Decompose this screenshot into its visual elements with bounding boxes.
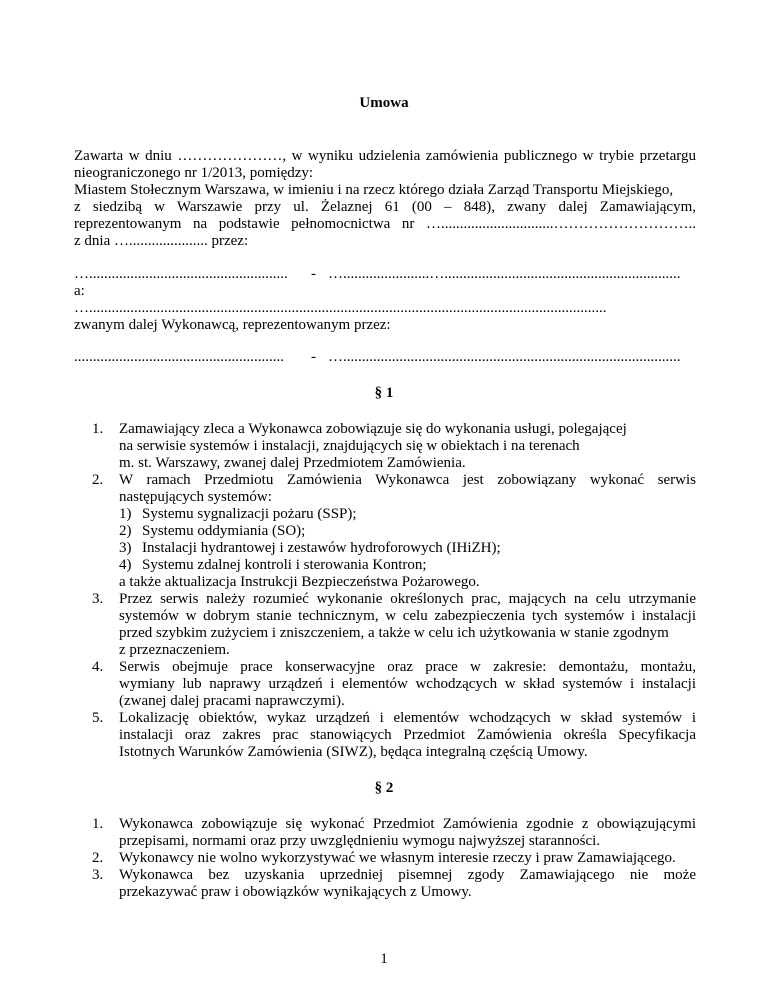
- s1-sub-3-text: Instalacji hydrantowej i zestawów hydroforowych (IHiZH);: [142, 540, 501, 556]
- s1-item-3-line-3: przed szybkim zużyciem i zniszczeniem, a także w celu ich użytkowania w stanie zgodnym: [119, 625, 669, 641]
- s1-item-1-num: 1.: [92, 421, 104, 437]
- and-label: a:: [74, 283, 85, 299]
- s1-item-4-line-2: wymiany lub naprawy urządzeń i elementów wchodzących w skład systemów i instalacji: [119, 676, 696, 692]
- s1-item-3-num: 3.: [92, 591, 104, 607]
- s1-item-1-line-3: m. st. Warszawy, zwanej dalej Przedmiotem Zamówienia.: [119, 455, 466, 471]
- s1-sub-2-num: 2): [119, 523, 132, 539]
- s1-sub-1-num: 1): [119, 506, 132, 522]
- signature2-line-right: …..........................................................................................: [328, 349, 681, 365]
- s2-item-2-line-1: Wykonawcy nie wolno wykorzystywać we własnym interesie rzeczy i praw Zamawiającego.: [119, 850, 676, 866]
- s1-item-4-line-3: (zwanej dalej pracami naprawczymi).: [119, 693, 345, 709]
- s1-sub-2-text: Systemu oddymiania (SO);: [142, 523, 306, 539]
- s2-item-1-line-1: Wykonawca zobowiązuje się wykonać Przedmiot Zamówienia zgodnie z obowiązującymi: [119, 816, 696, 832]
- s1-item-2-line-2: następujących systemów:: [119, 489, 272, 505]
- s1-item-1-line-1: Zamawiający zleca a Wykonawca zobowiązuje się do wykonania usługi, polegającej: [119, 421, 627, 437]
- s1-sub-3-num: 3): [119, 540, 132, 556]
- s1-item-3-line-1: Przez serwis należy rozumieć wykonanie określonych prac, mających na celu utrzymanie: [119, 591, 696, 607]
- intro-line-1: Zawarta w dniu …………………, w wyniku udzielenia zamówienia publicznego w trybie przetargu: [74, 148, 696, 164]
- s1-item-2-num: 2.: [92, 472, 104, 488]
- s2-item-1-num: 1.: [92, 816, 104, 832]
- signature-line-left: ….....................................................: [74, 266, 288, 282]
- s1-item-5-line-1: Lokalizację obiektów, wykaz urządzeń i elementów wchodzących w skład systemów i: [119, 710, 696, 726]
- contractor-label: zwanym dalej Wykonawcą, reprezentowanym przez:: [74, 317, 391, 333]
- intro-line-2: nieograniczonego nr 1/2013, pomiędzy:: [74, 165, 314, 181]
- intro-line-4: z siedzibą w Warszawie przy ul. Żelaznej 61 (00 – 848), zwany dalej Zamawiającym,: [74, 199, 696, 215]
- s1-item-5-num: 5.: [92, 710, 104, 726]
- signature-dash: -: [311, 266, 316, 282]
- section-2-heading: § 2: [374, 780, 394, 796]
- s1-item-4-line-1: Serwis obejmuje prace konserwacyjne oraz prace w zakresie: demontażu, montażu,: [119, 659, 696, 675]
- s2-item-3-line-2: przekazywać praw i obowiązków wynikających z Umowy.: [119, 884, 472, 900]
- intro-line-6: z dnia …..................... przez:: [74, 233, 249, 249]
- s1-subitems-tail: a także aktualizacja Instrukcji Bezpieczeństwa Pożarowego.: [119, 574, 480, 590]
- contractor-name-line: …..........................................................................................................................................: [74, 300, 607, 316]
- s2-item-3-num: 3.: [92, 867, 104, 883]
- document-title: Umowa: [359, 95, 409, 111]
- signature2-dash: -: [311, 349, 316, 365]
- s1-item-3-line-2: systemów w dobrym stanie technicznym, w celu zabezpieczenia tych systemów i instalacji: [119, 608, 696, 624]
- intro-line-5: reprezentowanym na podstawie pełnomocnictwa nr …..............................………………………..: [74, 216, 696, 232]
- s2-item-3-line-1: Wykonawca bez uzyskania uprzedniej pisemnej zgody Zamawiającego nie może: [119, 867, 696, 883]
- signature2-line-left: ........................................................: [74, 349, 284, 365]
- s2-item-1-line-2: przepisami, normami oraz przy uwzględnieniu wymogu najwyższej staranności.: [119, 833, 601, 849]
- s1-sub-4-text: Systemu zdalnej kontroli i sterowania Kontron;: [142, 557, 427, 573]
- s1-item-5-line-3: Istotnych Warunków Zamówienia (SIWZ), będąca integralną częścią Umowy.: [119, 744, 588, 760]
- s1-item-2-line-1: W ramach Przedmiotu Zamówienia Wykonawca jest zobowiązany wykonać serwis: [119, 472, 696, 488]
- s1-sub-4-num: 4): [119, 557, 132, 573]
- intro-line-3: Miastem Stołecznym Warszawa, w imieniu i na rzecz którego działa Zarząd Transportu Miejskiego,: [74, 182, 674, 198]
- s1-sub-1-text: Systemu sygnalizacji pożaru (SSP);: [142, 506, 357, 522]
- s2-item-2-num: 2.: [92, 850, 104, 866]
- s1-item-5-line-2: instalacji oraz zakres prac stanowiących Przedmiot Zamówienia określa Specyfikacja: [119, 727, 696, 743]
- section-1-heading: § 1: [374, 385, 394, 401]
- s1-item-4-num: 4.: [92, 659, 104, 675]
- signature-line-right: ….......................…...............................................................: [328, 266, 681, 282]
- page-number: 1: [380, 951, 388, 967]
- s1-item-3-line-4: z przeznaczeniem.: [119, 642, 230, 658]
- s1-item-1-line-2: na serwisie systemów i instalacji, znajdujących się w obiektach i na terenach: [119, 438, 580, 454]
